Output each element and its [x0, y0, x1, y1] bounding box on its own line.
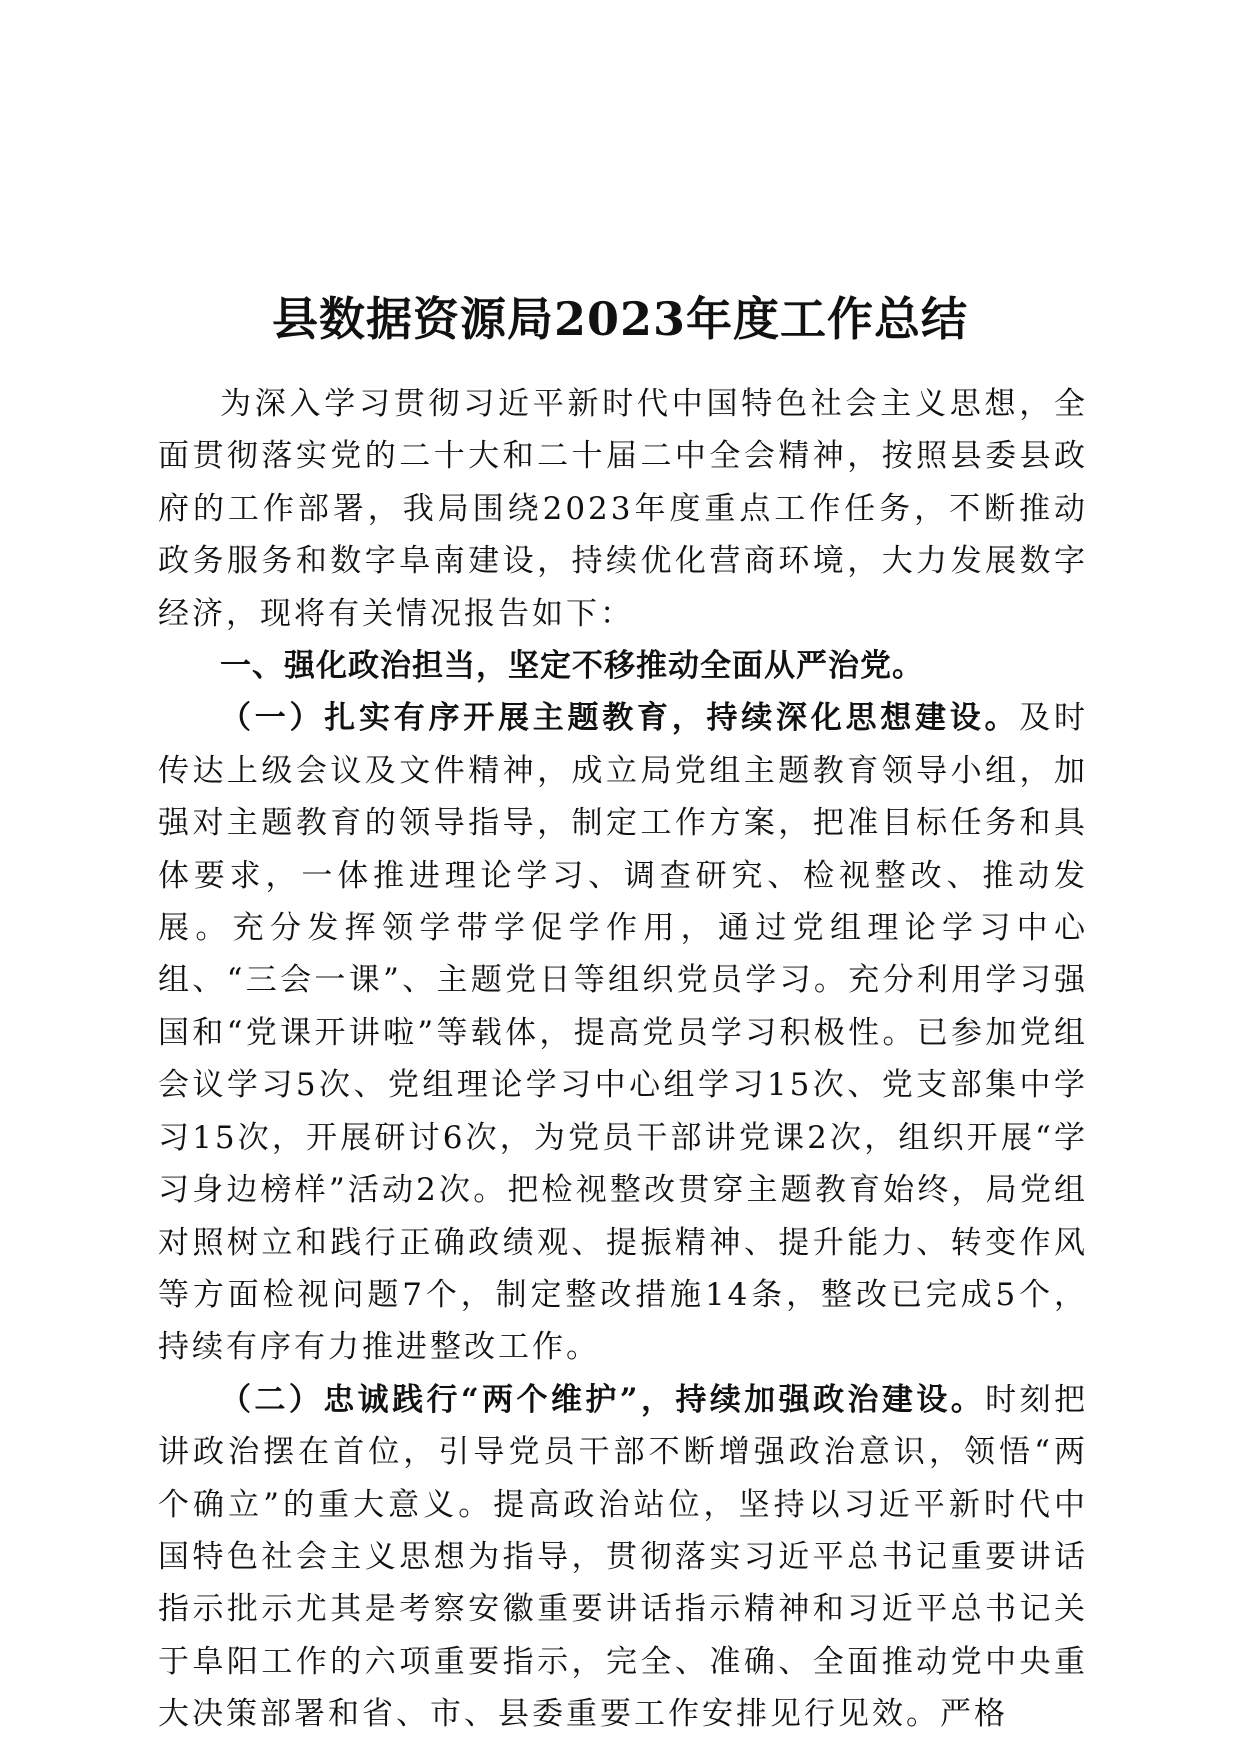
- subsection-lead-2: （二）忠诚践行“两个维护”，持续加强政治建设。: [220, 1381, 986, 1418]
- subsection-lead-1: （一）扎实有序开展主题教育，持续深化思想建设。: [220, 700, 1020, 737]
- section-heading-1: 一、强化政治担当，坚定不移推动全面从严治党。: [220, 648, 924, 685]
- document-title: 县数据资源局2023年度工作总结: [271, 291, 969, 346]
- subsection-paragraph-2: [158, 1374, 1088, 1741]
- document-body: [158, 378, 1088, 1741]
- subsection-text-1: 及时传达上级会议及文件精神，成立局党组主题教育领导小组，加强对主题教育的领导指导，制定工作方案，把准目标任务和具体要求，一体推进理论学习、调查研究、检视整改、推动发展。充分发挥领学带学促学作用，通过党组理论学习中心组、“三会一课”、主题党日等组织党员学习。充分利用学习强国和“党课开讲啦”等载体，提高党员学习积极性。已参加党组会议学习5次、党组理论学习中心组学习15次、党支部集中学习15次，开展研讨6次，为党员干部讲党课2次，组织开展“学习身边榜样”活动2次。把检视整改贯穿主题教育始终，局党组对照树立和践行正确政绩观、提振精神、提升能力、转变作风等方面检视问题7个，制定整改措施14条，整改已完成5个，持续有序有力推进整改工作。: [158, 700, 1088, 1366]
- intro-paragraph: 为深入学习贯彻习近平新时代中国特色社会主义思想，全面贯彻落实党的二十大和二十届二中全会精神，按照县委县政府的工作部署，我局围绕2023年度重点工作任务，不断推动政务服务和数字阜南建设，持续优化营商环境，大力发展数字经济，现将有关情况报告如下：: [158, 386, 1088, 632]
- subsection-paragraph-1: [158, 692, 1088, 1373]
- subsection-text-2: 时刻把讲政治摆在首位，引导党员干部不断增强政治意识，领悟“两个确立”的重大意义。提高政治站位，坚持以习近平新时代中国特色社会主义思想为指导，贯彻落实习近平总书记重要讲话指示批示尤其是考察安徽重要讲话指示精神和习近平总书记关于阜阳工作的六项重要指示，完全、准确、全面推动党中央重大决策部署和省、市、县委重要工作安排见行见效。严格: [158, 1381, 1088, 1733]
